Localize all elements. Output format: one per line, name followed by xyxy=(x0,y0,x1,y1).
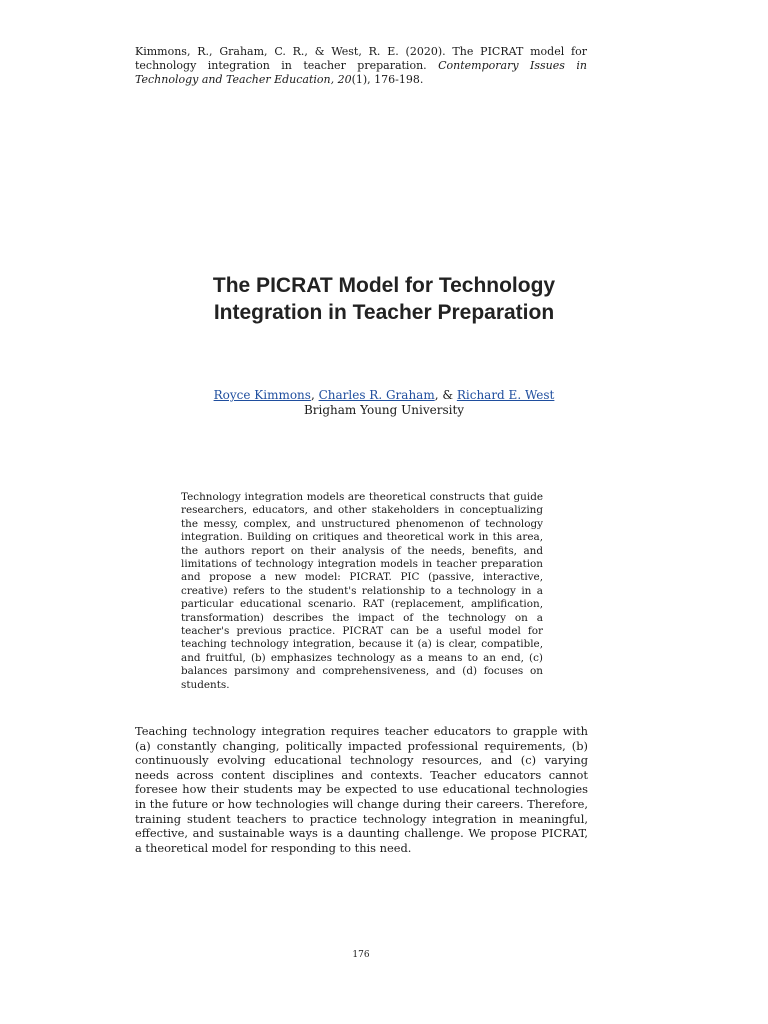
author-separator: , & xyxy=(434,388,457,402)
title-line-1: The PICRAT Model for Technology xyxy=(212,274,556,297)
author-link-kimmons[interactable]: Royce Kimmons xyxy=(213,388,311,402)
body-paragraph: Teaching technology integration requires teacher educators to grapple with (a) constantly changing, politically impacted professional requirements, (b) continuously evolving educational technology resources, and (c) varying needs across content disciplines and contexts. Teacher educators cannot foresee how their students may be expected to use educational technologies in the future or how technologies will change during their careers. Therefore, training student teachers to practice technology integration in meaningful, effective, and sustainable ways is a daunting challenge. We propose PICRAT, a theoretical model for responding to this need. xyxy=(135,724,588,855)
citation xyxy=(135,45,587,87)
citation-text: Kimmons, R., Graham, C. R., & West, R. E. (2020). The PICRAT model for technology integration in teacher preparation. xyxy=(135,45,587,72)
citation-issue: (1), 176-198. xyxy=(351,73,424,86)
author-list xyxy=(120,388,648,418)
author-link-graham[interactable]: Charles R. Graham xyxy=(318,388,435,402)
paper-title xyxy=(120,272,648,326)
title-line-2: Integration in Teacher Preparation xyxy=(213,301,555,324)
author-link-west[interactable]: Richard E. West xyxy=(456,388,555,402)
citation-journal: Contemporary Issues in Technology and Teacher Education, 20 xyxy=(135,59,587,86)
author-separator: , xyxy=(310,388,319,402)
abstract: Technology integration models are theoretical constructs that guide researchers, educators, and other stakeholders in conceptualizing the messy, complex, and unstructured phenomenon of technology integration. Building on critiques and theoretical work in this area, the authors report on their analysis of the needs, benefits, and limitations of technology integration models in teacher preparation and propose a new model: PICRAT. PIC (passive, interactive, creative) refers to the student's relationship to a technology in a particular educational scenario. RAT (replacement, amplification, transformation) describes the impact of the technology on a teacher's previous practice. PICRAT can be a useful model for teaching technology integration, because it (a) is clear, compatible, and fruitful, (b) emphasizes technology as a means to an end, (c) balances parsimony and comprehensiveness, and (d) focuses on students. xyxy=(181,491,543,691)
page-number: 176 xyxy=(352,950,370,960)
affiliation: Brigham Young University xyxy=(303,403,465,417)
